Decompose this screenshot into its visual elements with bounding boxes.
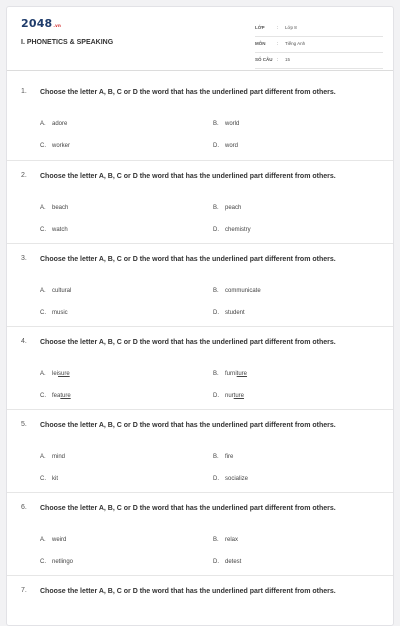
option-word: adore xyxy=(52,121,68,127)
option-letter: C. xyxy=(40,310,46,316)
question-item xyxy=(7,492,394,575)
question-number: 4. xyxy=(21,338,27,345)
answer-option-d[interactable] xyxy=(213,227,251,233)
option-word: chemistry xyxy=(225,227,251,233)
option-letter: A. xyxy=(40,454,46,460)
question-number: 2. xyxy=(21,172,27,179)
answer-option-d[interactable] xyxy=(213,393,244,399)
option-letter: B. xyxy=(213,371,219,377)
meta-value: Lớp 8 xyxy=(285,25,297,30)
option-letter: D. xyxy=(213,476,219,482)
option-letter: B. xyxy=(213,537,219,543)
option-letter: B. xyxy=(213,205,219,211)
option-word: communicate xyxy=(225,288,261,294)
option-word: relax xyxy=(225,537,239,543)
answer-option-b[interactable] xyxy=(213,537,238,543)
option-word: student xyxy=(225,310,245,316)
option-underlined-part: ture xyxy=(233,393,245,399)
answer-option-a[interactable] xyxy=(40,121,67,127)
answer-option-a[interactable] xyxy=(40,371,70,377)
option-letter: C. xyxy=(40,559,46,565)
question-number: 5. xyxy=(21,421,27,428)
option-letter: C. xyxy=(40,393,46,399)
option-word: word xyxy=(225,143,239,149)
meta-label: SỐ CÂU xyxy=(255,57,273,62)
answer-option-b[interactable] xyxy=(213,454,233,460)
question-text: Choose the letter A, B, C or D the word that has the underlined part different from others. xyxy=(40,256,336,263)
answer-option-a[interactable] xyxy=(40,288,71,294)
option-word: fea xyxy=(52,393,61,399)
option-letter: B. xyxy=(213,454,219,460)
option-word: detest xyxy=(225,559,242,565)
option-letter: A. xyxy=(40,121,46,127)
option-word: nur xyxy=(225,393,234,399)
answer-option-d[interactable] xyxy=(213,476,248,482)
option-letter: A. xyxy=(40,288,46,294)
option-word: worker xyxy=(52,143,71,149)
meta-value: 15 xyxy=(285,57,291,62)
answer-option-a[interactable] xyxy=(40,454,65,460)
option-letter: A. xyxy=(40,205,46,211)
question-text: Choose the letter A, B, C or D the word that has the underlined part different from others. xyxy=(40,339,336,346)
option-letter: B. xyxy=(213,288,219,294)
answer-option-d[interactable] xyxy=(213,143,238,149)
answer-option-c[interactable] xyxy=(40,310,68,316)
question-number: 7. xyxy=(21,587,27,594)
meta-row-count xyxy=(255,53,383,69)
option-letter: A. xyxy=(40,371,46,377)
option-word: music xyxy=(52,310,68,316)
question-item xyxy=(7,160,394,243)
meta-value: Tiếng Anh xyxy=(285,41,306,46)
option-letter: D. xyxy=(213,143,219,149)
option-letter: A. xyxy=(40,537,46,543)
answer-option-d[interactable] xyxy=(213,310,245,316)
option-underlined-part: sure xyxy=(58,371,70,377)
meta-info xyxy=(255,21,383,69)
question-text: Choose the letter A, B, C or D the word that has the underlined part different from others. xyxy=(40,505,336,512)
site-logo[interactable] xyxy=(21,17,61,30)
answer-option-b[interactable] xyxy=(213,121,239,127)
answer-option-c[interactable] xyxy=(40,143,70,149)
option-word: world xyxy=(225,121,240,127)
logo-suffix: .vn xyxy=(53,23,61,28)
answer-option-c[interactable] xyxy=(40,476,58,482)
question-number: 3. xyxy=(21,255,27,262)
meta-separator: : xyxy=(277,41,279,46)
meta-separator: : xyxy=(277,25,279,30)
answer-option-b[interactable] xyxy=(213,205,241,211)
option-letter: C. xyxy=(40,227,46,233)
option-word: lei xyxy=(52,371,59,377)
answer-option-a[interactable] xyxy=(40,537,66,543)
question-text: Choose the letter A, B, C or D the word that has the underlined part different from others. xyxy=(40,588,336,595)
option-letter: C. xyxy=(40,143,46,149)
option-letter: C. xyxy=(40,476,46,482)
option-word: peach xyxy=(225,205,242,211)
answer-option-a[interactable] xyxy=(40,205,68,211)
answer-option-c[interactable] xyxy=(40,393,71,399)
answer-option-b[interactable] xyxy=(213,371,247,377)
option-word: beach xyxy=(52,205,69,211)
option-underlined-part: ture xyxy=(236,371,248,377)
worksheet-header xyxy=(7,7,394,71)
question-item xyxy=(7,575,394,626)
option-word: kit xyxy=(52,476,58,482)
meta-separator: : xyxy=(277,57,279,62)
question-item xyxy=(7,326,394,409)
option-letter: D. xyxy=(213,310,219,316)
option-word: watch xyxy=(52,227,68,233)
option-word: furni xyxy=(225,371,237,377)
option-word: socialize xyxy=(225,476,249,482)
answer-option-b[interactable] xyxy=(213,288,261,294)
option-underlined-part: ture xyxy=(60,393,71,399)
option-letter: D. xyxy=(213,227,219,233)
option-letter: D. xyxy=(213,393,219,399)
question-item xyxy=(7,243,394,326)
option-word: fire xyxy=(225,454,234,460)
option-word: cultural xyxy=(52,288,72,294)
meta-row-class xyxy=(255,21,383,37)
meta-row-subject xyxy=(255,37,383,53)
meta-label: MÔN xyxy=(255,41,266,46)
question-number: 1. xyxy=(21,88,27,95)
question-text: Choose the letter A, B, C or D the word that has the underlined part different from others. xyxy=(40,89,336,96)
answer-option-d[interactable] xyxy=(213,559,241,565)
question-item xyxy=(7,409,394,492)
question-item xyxy=(7,77,394,160)
question-text: Choose the letter A, B, C or D the word that has the underlined part different from others. xyxy=(40,422,336,429)
worksheet xyxy=(6,6,394,626)
section-title: I. PHONETICS & SPEAKING xyxy=(21,39,114,46)
answer-option-c[interactable] xyxy=(40,227,68,233)
logo-text: 2048 xyxy=(21,17,53,30)
option-letter: D. xyxy=(213,559,219,565)
question-list xyxy=(7,77,394,626)
option-word: weird xyxy=(52,537,67,543)
answer-option-c[interactable] xyxy=(40,559,73,565)
question-text: Choose the letter A, B, C or D the word that has the underlined part different from others. xyxy=(40,173,336,180)
question-number: 6. xyxy=(21,504,27,511)
option-word: netlingo xyxy=(52,559,74,565)
option-word: mind xyxy=(52,454,66,460)
option-letter: B. xyxy=(213,121,219,127)
meta-label: LỚP xyxy=(255,25,265,30)
